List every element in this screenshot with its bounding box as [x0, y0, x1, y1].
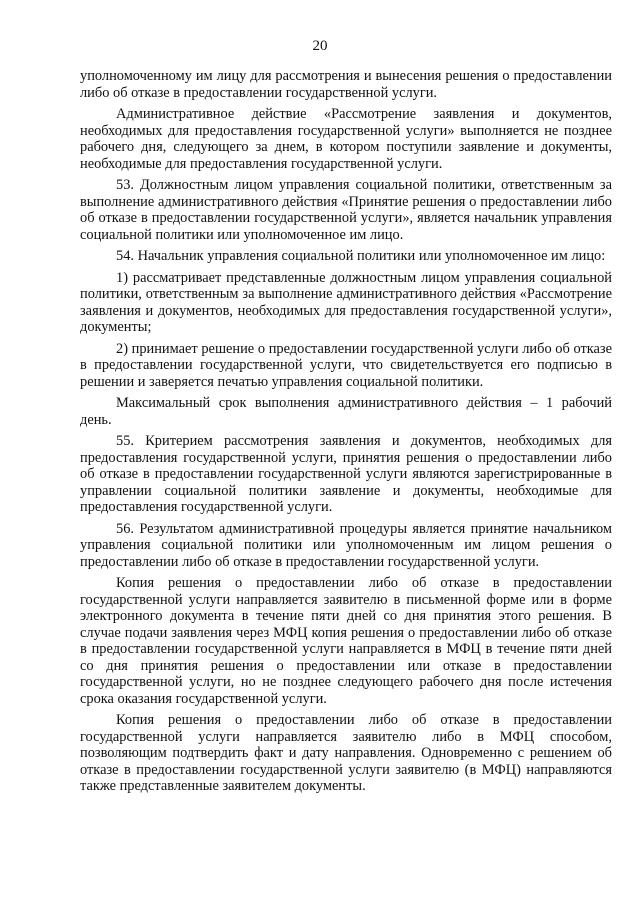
paragraph-decision-copy: Копия решения о предоставлении либо об отказе в предоставлении государственной услуги направляется заявителю в письменной форме или в форме электронного документа в течение пяти дней со дня принятия этого решения. В случае подачи заявления через МФЦ копия решения о предоставлении либо об отказе в предоставлении государственной услуги направляется в МФЦ в течение пяти дней со дня принятия решения о предоставлении или отказе в предоставлении государственной услуги, но не позднее следующего рабочего дня после истечения срока оказания государственной услуги. [80, 575, 612, 707]
paragraph-continuation: уполномоченному им лицу для рассмотрения и вынесения решения о предоставлении либо об отказе в предоставлении государственной услуги. [80, 68, 612, 101]
paragraph-56: 56. Результатом административной процедуры является принятие начальником управления социальной политики или уполномоченным им лицом решения о предоставлении либо об отказе в предоставлении государственной услуги. [80, 520, 612, 570]
paragraph-53: 53. Должностным лицом управления социальной политики, ответственным за выполнение административного действия «Принятие решения о предоставлении либо об отказе в предоставлении государственной услуги», является начальник управления социальной политики или уполномоченное им лицо. [80, 177, 612, 243]
paragraph-max-duration: Максимальный срок выполнения административного действия – 1 рабочий день. [80, 395, 612, 428]
paragraph-admin-action-deadline: Административное действие «Рассмотрение заявления и документов, необходимых для предоставления государственной услуги» выполняется не позднее рабочего дня, следующего за днем, в котором поступили заявление и документы, необходимые для предоставления государственной услуги. [80, 106, 612, 172]
page-number: 20 [312, 38, 328, 54]
paragraph-decision-copy-delivery: Копия решения о предоставлении либо об отказе в предоставлении государственной услуги направляется заявителю либо в МФЦ способом, позволяющим подтвердить факт и дату направления. Одновременно с решением об отказе в предоставлении государственной услуги заявителю (в МФЦ) направляются также представленные заявителем документы. [80, 712, 612, 794]
document-body [80, 68, 612, 800]
paragraph-54-item-2: 2) принимает решение о предоставлении государственной услуги либо об отказе в предоставлении государственной услуги, что свидетельствуется его подписью в решении и заверяется печатью управления социальной политики. [80, 340, 612, 390]
paragraph-54: 54. Начальник управления социальной политики или уполномоченное им лицо: [116, 248, 606, 264]
paragraph-54-item-1: 1) рассматривает представленные должностным лицом управления социальной политики, ответственным за выполнение административного действия «Рассмотрение заявления и документов, необходимых для предоставления государственной услуги», документы; [80, 269, 612, 335]
paragraph-55: 55. Критерием рассмотрения заявления и документов, необходимых для предоставления государственной услуги, принятия решения о предоставлении либо об отказе в предоставлении государственной услуги являются зарегистрированные в управлении социальной политики заявление и документы, необходимые для предоставления государственной услуги. [80, 433, 612, 515]
